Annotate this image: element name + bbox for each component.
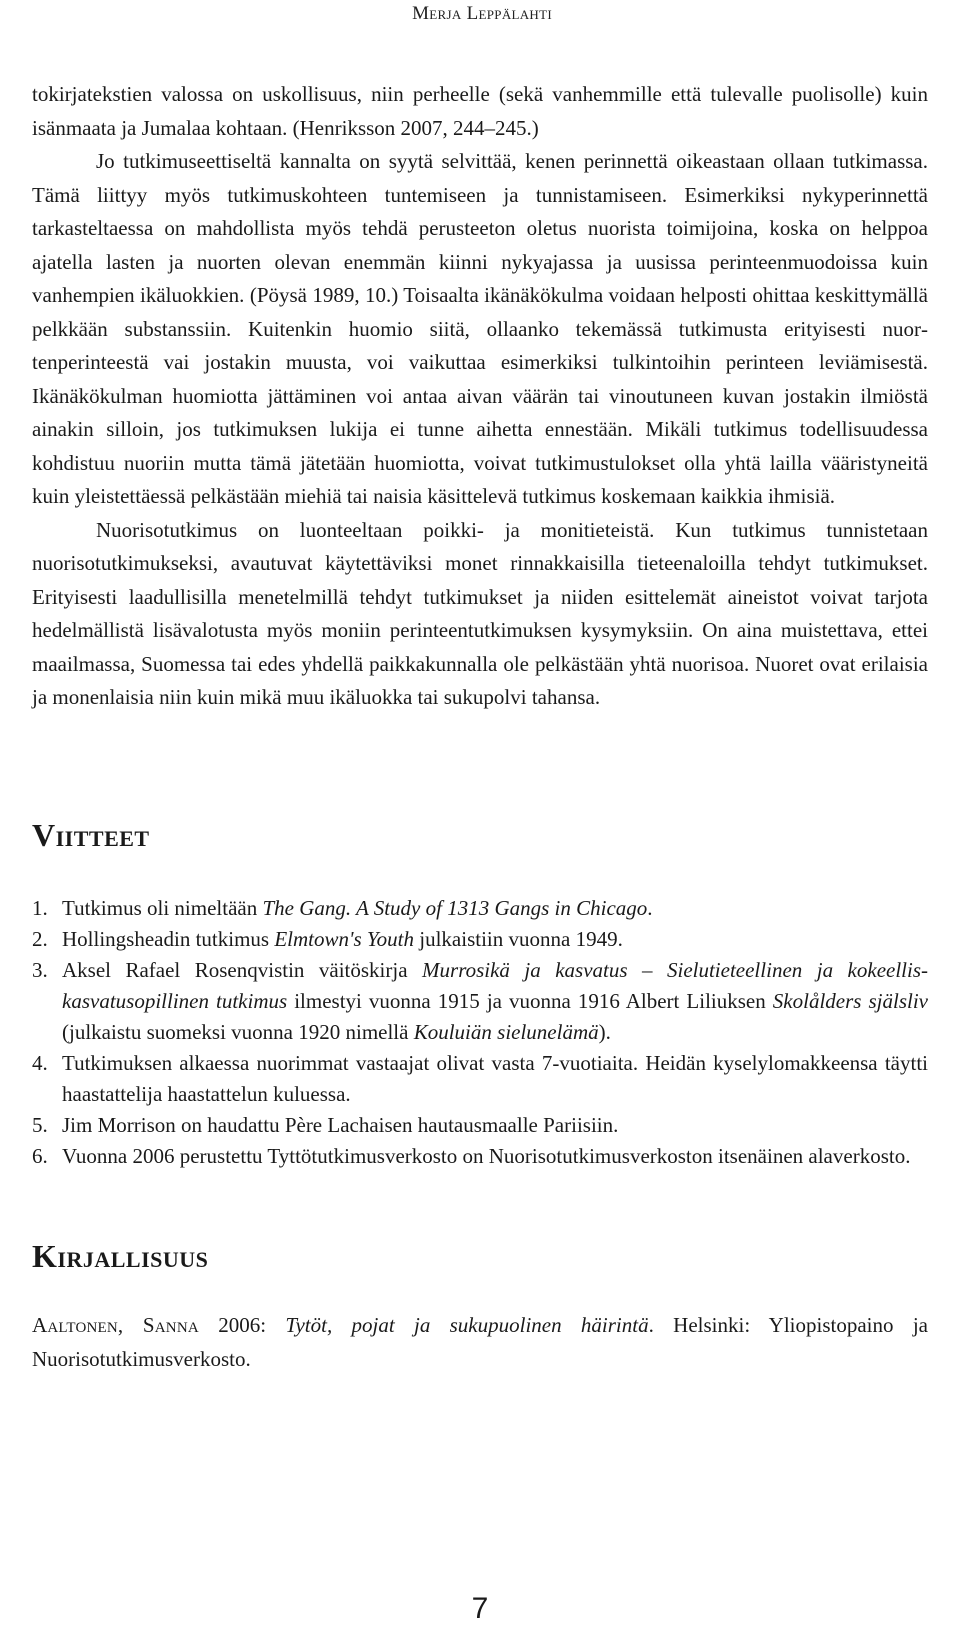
paragraph-2: Jo tutkimuseettiseltä kannalta on syytä selvittää, kenen perinnettä oikeastaan ollaan tutkimassa. Tämä liittyy myös tutkimuskohteen tuntemiseen ja tunnistamiseen. Esimerkiksi nykyperinnettä tarkasteltaessa on mahdollista myös tehdä perusteeton oletus nuorista toimijoina, koska on helppoa ajatella lasten ja nuorten olevan enemmän kiinni nykyajassa ja uusissa perinteenmuodoissa kuin vanhempien ikäluokkien. (Pöysä 1989, 10.) Toisaalta ikänäkökulma voidaan helposti ohittaa keskittymällä pelkkään substanssiin. Kuitenkin huomio siitä, ollaanko tekemässä tutkimusta erityisesti nuortenperinteestä vai jostakin muusta, voi vaikuttaa esimerkiksi tulkintoihin perinteen leviämisestä. Ikänäkökulman huomiotta jättäminen voi antaa aivan väärän tai vinoutuneen kuvan jostakin ilmiöstä ainakin silloin, jos tutkimuksen lukija ei tunne aihetta ennestään. Mikäli tutkimus todellisuudessa kohdistuu nuoriin mutta tämä jätetään huomiotta, voivat tutkimustulokset olla yhtä lailla vääristyneitä kuin yleistettäessä pelkästään miehiä tai naisia käsittelevä tutkimus koskemaan kaikkia ihmisiä. (32, 149, 928, 508)
note-1-title: The Gang. A Study of 1313 Gangs in Chicago (262, 895, 648, 920)
note-3-title-2: Skolålders själsliv (772, 988, 928, 1013)
note-3-title-3: Kouluiän sielunelämä (413, 1019, 599, 1044)
running-header: Merja Leppälahti (412, 3, 552, 24)
references-list (32, 1308, 928, 1376)
reference-author: Aaltonen, Sanna (32, 1312, 199, 1337)
reference-publisher: . Helsinki: Yliopistopaino ja Nuorisotutkimusverkosto. (32, 1312, 928, 1371)
note-item-2: 2. Hollingsheadin tutkimus Elmtown's Youth julkaistiin vuonna 1949. (32, 926, 623, 951)
page-content (32, 78, 928, 1376)
reference-entry (32, 1308, 928, 1376)
note-2-title: Elmtown's Youth (274, 926, 414, 951)
paragraph-1: tokirjatekstien valossa on uskollisuus, niin perheelle (sekä vanhemmille että tulevalle puolisolle) kuin isänmaata ja Jumalaa kohtaan. (Henriksson 2007, 244–245.) (32, 82, 928, 140)
references-heading: Kirjallisuus (32, 1237, 209, 1274)
notes-list (32, 893, 928, 1172)
note-item-4: 4. Tutkimuksen alkaessa nuorimmat vastaajat olivat vasta 7-vuotiaita. Heidän kyselylomakkeensa täytti haastattelija haastattelun kuluessa. (32, 1050, 928, 1106)
paragraph-3: Nuorisotutkimus on luonteeltaan poikki- ja monitieteistä. Kun tutkimus tunnistetaan nuorisotutkimukseksi, avautuvat käytettäviksi monet rinnakkaisilla tieteenaloilla tehdyt tutkimukset. Erityisesti laadullisilla menetelmillä tehdyt tutkimukset ja niiden esittelemät aineistot voivat tarjota hedelmällistä lisävalotusta myös moniin perinteentutkimuksen kysymyksiin. On aina muistettava, ettei maailmassa, Suomessa tai edes yhdellä paikkakunnalla ole pelkästään yhtä nuorisoa. Nuoret ovat erilaisia ja monenlaisia niin kuin mikä muu ikäluokka tai sukupolvi tahansa. (32, 517, 928, 709)
note-item-3: 3. Aksel Rafael Rosenqvistin väitöskirja Murrosikä ja kasvatus – Sielutieteellinen ja kokeellis-kasvatusopillinen tutkimus ilmestyi vuonna 1915 ja vuonna 1916 Albert Liliuksen Skolålders själsliv (julkaistu suomeksi vuonna 1920 nimellä Kouluiän sielunelämä). (32, 957, 928, 1044)
reference-title: Tytöt, pojat ja sukupuolinen häirintä (285, 1312, 649, 1337)
page-number: 7 (471, 1592, 489, 1625)
note-item-5: 5. Jim Morrison on haudattu Père Lachaisen hautausmaalle Pariisiin. (32, 1112, 619, 1137)
note-item-6: 6. Vuonna 2006 perustettu Tyttötutkimusverkosto on Nuorisotutkimusverkoston itsenäinen alaverkosto. (32, 1143, 911, 1168)
body-text (32, 78, 928, 715)
note-item-1: 1. Tutkimus oli nimeltään The Gang. A Study of 1313 Gangs in Chicago. (32, 895, 653, 920)
reference-year: 2006: (198, 1312, 286, 1337)
notes-heading: Viitteet (32, 816, 150, 853)
note-3-title: Murrosikä ja kasvatus – Sielutieteellinen ja kokeellis-kasvatusopillinen tutkimus (62, 957, 928, 1013)
